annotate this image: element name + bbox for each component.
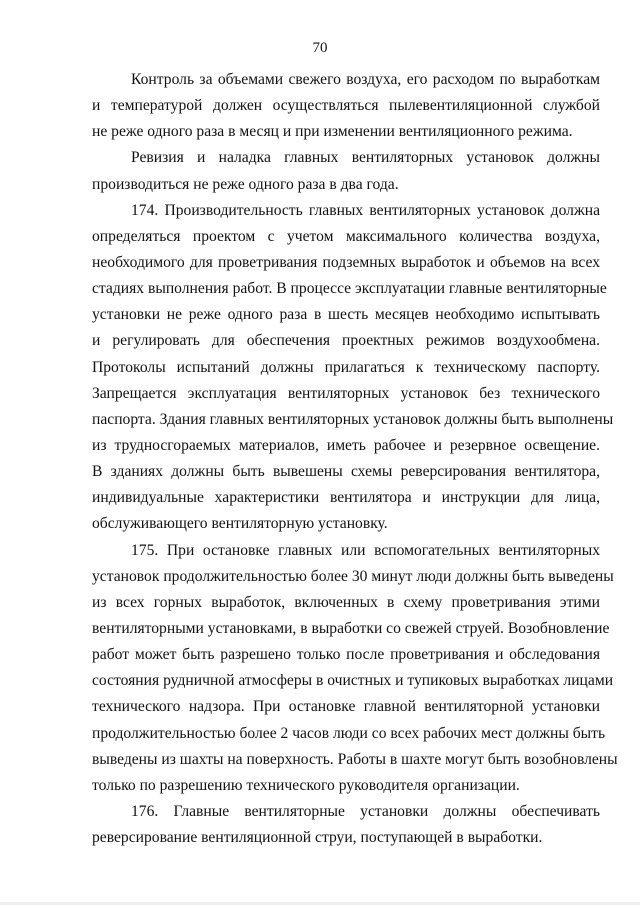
- text-line: работ может быть разрешено только после проветривания и обследования: [92, 646, 600, 664]
- paragraph-air-control: [92, 67, 600, 145]
- text-line: Контроль за объемами свежего воздуха, его расходом по выработкам: [131, 71, 600, 88]
- text-line: Запрещается эксплуатация вентиляторных установок без технического: [92, 384, 600, 402]
- text-line: и регулировать для обеспечения проектных режимов воздухообмена.: [92, 332, 600, 350]
- text-line: Ревизия и наладка главных вентиляторных установок должны: [131, 149, 600, 167]
- text-line: 176. Главные вентиляторные установки должны обеспечивать: [131, 802, 600, 820]
- document-body: [92, 67, 618, 851]
- text-line: реверсирование вентиляционной струи, поступающей в выработки.: [92, 829, 543, 847]
- text-line: из всех горных выработок, включенных в схему проветривания этими: [92, 593, 600, 611]
- text-line: из трудносгораемых материалов, иметь рабочее и резервное освещение.: [92, 436, 600, 454]
- paragraph-174: [92, 198, 614, 538]
- text-line: продолжительностью более 2 часов люди со всех рабочих мест должны быть: [92, 724, 606, 742]
- text-line: В зданиях должны быть вывешены схемы реверсирования вентилятора,: [92, 463, 600, 481]
- text-line: установки не реже одного раза в шесть месяцев необходимо испытывать: [92, 306, 600, 324]
- text-line: обслуживающего вентиляторную установку.: [92, 515, 388, 533]
- text-line: необходимого для проветривания подземных выработок и объемов на всех: [92, 253, 600, 271]
- text-line: выведены из шахты на поверхность. Работы в шахте могут быть возобновлены: [92, 750, 618, 768]
- page-number: 70: [312, 40, 328, 56]
- text-line: определяться проектом с учетом максимального количества воздуха,: [92, 227, 600, 245]
- text-line: не реже одного раза в месяц и при изменении вентиляционного режима.: [92, 123, 573, 141]
- paragraph-175: [92, 538, 618, 799]
- text-line: только по разрешению технического руководителя организации.: [92, 776, 520, 794]
- text-line: и температурой должен осуществляться пылевентиляционной службой: [92, 97, 600, 115]
- text-line: 174. Производительность главных вентиляторных установок должна: [131, 201, 600, 219]
- paragraph-revision: [92, 145, 600, 197]
- text-line: установок продолжительностью более 30 минут люди должны быть выведены: [92, 567, 614, 585]
- paragraph-176: [92, 799, 600, 851]
- text-line: паспорта. Здания главных вентиляторных установок должны быть выполнены: [92, 410, 614, 428]
- text-line: стадиях выполнения работ. В процессе эксплуатации главные вентиляторные: [92, 280, 607, 298]
- text-line: вентиляторными установками, в выработки со свежей струей. Возобновление: [92, 619, 610, 637]
- text-line: технического надзора. При остановке главной вентиляторной установки: [92, 698, 600, 716]
- text-line: индивидуальные характеристики вентилятора и инструкции для лица,: [92, 489, 600, 507]
- text-line: производиться не реже одного раза в два года.: [92, 175, 399, 193]
- text-line: состояния рудничной атмосферы в очистных и тупиковых выработках лицами: [92, 672, 614, 690]
- text-line: Протоколы испытаний должны прилагаться к техническому паспорту.: [92, 358, 600, 376]
- text-line: 175. При остановке главных или вспомогательных вентиляторных: [131, 541, 600, 559]
